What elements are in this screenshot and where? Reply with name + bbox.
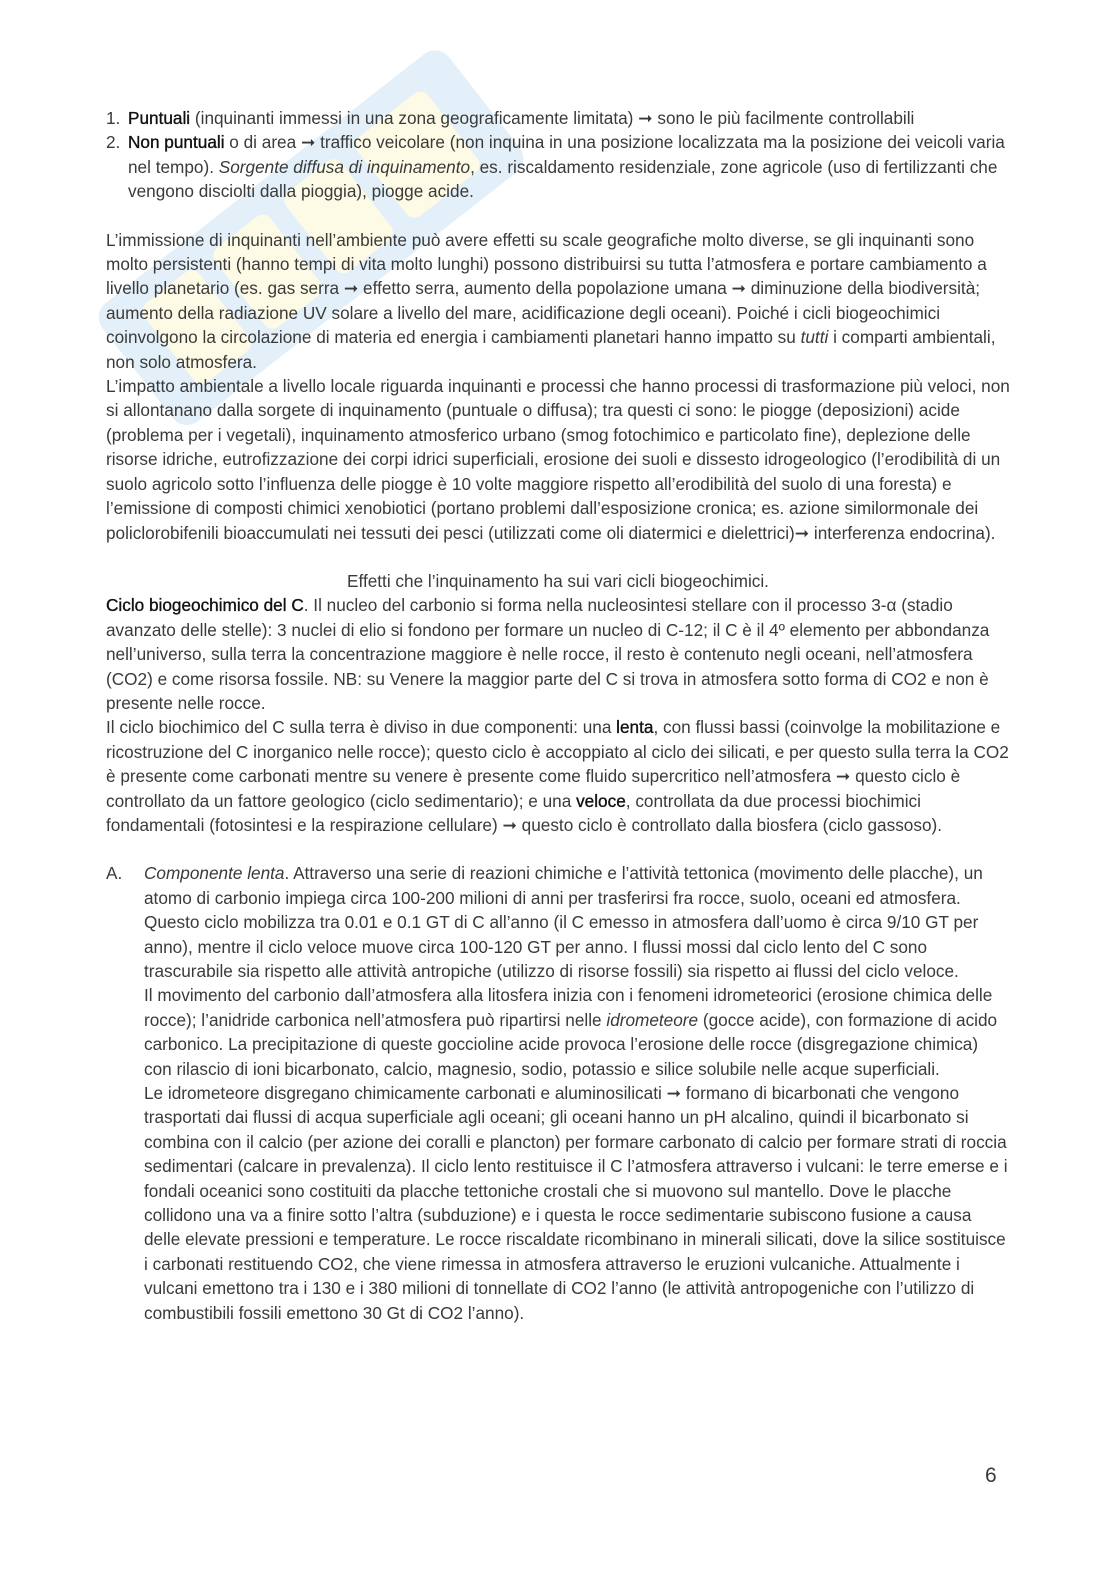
slow-component-volcanoes: Le idrometeore disgregano chimicamente carbonati e aluminosilicati ➞ formano di bicarbonati che vengono trasportati dai flussi di acqua superficiale agli oceani; gli oceani hanno un pH alcalino, quindi il bicarbonato si combina con il calcio (per azione dei coralli e plancton) per formare carbonato di calcio per formare strati di roccia sedimentari (calcare in prevalenza). Il ciclo lento restituisce il C l’atmosfera attraverso i vulcani: le terre emerse e i fondali oceanici sono costituiti da placche tettoniche crostali che si muovono sul mantello. Dove le placche collidono una va a finire sotto l’altra (subduzione) e i questa le rocce sedimentarie subiscono fusione a causa delle elevate pressioni e temperature. Le rocce riscaldate ricombinano in minerali silicati, dove la silice sostituisce i carbonati restituendo CO2, che viene rimessa in atmosfera attraverso le eruzioni vulcaniche. Attualmente i vulcani emettono tra i 130 e i 380 milioni di tonnellate di CO2 l’anno (le attività antropogeniche con l’utilizzo di combustibili fossili emettono 30 Gt di CO2 l’anno). bbox=[144, 1083, 1008, 1323]
pollution-source-list bbox=[106, 106, 1010, 204]
paragraph-italic: tutti bbox=[800, 327, 829, 348]
paragraph-text: L’immissione di inquinanti nell’ambiente può avere effetti su scale geografiche molto diverse, se gli inquinanti sono molto persistenti (hanno tempi di vita molto lunghi) possono distribuirsi su tutta l’atmosfera e portare cambiamento a livello planetario (es. gas serra ➞ effetto serra, aumento della popolazione umana ➞ diminuzione della biodiversità; aumento della radiazione UV solare a livello del mare, acidificazione degli oceani). Poiché i cicli biogeochimici coinvolgono la circolazione di materia ed energia i cambiamenti planetari hanno impatto su bbox=[106, 229, 987, 348]
paragraph-text: , controllata da due processi biochimici fondamentali (fotosintesi e la respirazione cellulare) ➞ questo ciclo è controllato dalla biosfera (ciclo gassoso). bbox=[106, 790, 943, 835]
list-number: 2. bbox=[106, 132, 121, 153]
paragraph-global-effects bbox=[106, 228, 1010, 374]
list-item bbox=[106, 130, 1010, 203]
list-term: Puntuali bbox=[128, 108, 191, 128]
paragraph-local-effects: L’impatto ambientale a livello locale riguarda inquinanti e processi che hanno processi di trasformazione più veloci, non si allontanano dalla sorgete di inquinamento (puntuale o diffusa); tra questi ci sono: le piogge (deposizioni) acide (problema per i vegetali), inquinamento atmosferico urbano (smog fotochimico e particolato fine), deplezione delle risorse idriche, eutrofizzazione dei corpi idrici superficiali, erosione dei suoli e dissesto idrogeologico (l’erodibilità di un suolo agricolo sotto l’influenza delle piogge è 10 volte maggiore rispetto all’erodibilità del suolo di una foresta) e l’emissione di composti chimici xenobiotici (portano problemi dall’esposizione cronica; es. azione similormonale dei policlorobifenili bioaccumulati nei tessuti dei pesci (utilizzati come oli diatermici e dielettrici)➞ interferenza endocrina). bbox=[106, 376, 1010, 543]
list-number: 1. bbox=[106, 108, 121, 128]
paragraph-text: Il movimento del carbonio dall’atmosfera alla litosfera inizia con i fenomeni idrometeorici (erosione chimica delle rocce); l’anidride carbonica nell’atmosfera può ripartirsi nelle bbox=[144, 985, 993, 1030]
term-veloce: veloce bbox=[576, 790, 626, 811]
paragraph-text: Il ciclo biochimico del C sulla terra è diviso in due componenti: una bbox=[106, 717, 617, 738]
slow-component-title: Componente lenta bbox=[144, 863, 285, 884]
paragraph-cycle-components bbox=[106, 715, 1010, 837]
list-text: o di area ➞ traffico veicolare (non inquina in una posizione localizzata ma la posizione dei veicoli varia nel tempo). bbox=[128, 132, 1005, 177]
paragraph-text: (gocce acide), con formazione di acido carbonico. La precipitazione di queste goccioline acide provoca l’erosione delle rocce (disgregazione chimica) con rilascio di ioni bicarbonato, calcio, magnesio, sodio, potassio e silice solubile nelle acque superficiali. bbox=[144, 1009, 998, 1079]
list-text: , es. riscaldamento residenziale, zone agricole (uso di fertilizzanti che vengono disciolti dalla pioggia), piogge acide. bbox=[128, 156, 998, 202]
list-text: (inquinanti immessi in una zona geograficamente limitata) ➞ sono le più facilmente controllabili bbox=[190, 108, 915, 128]
paragraph-text: . Attraverso una serie di reazioni chimiche e l’attività tettonica (movimento delle placche), un atomo di carbonio impiega circa 100-200 milioni di anni per trasferirsi fra rocce, suolo, oceani ed atmosfera. Questo ciclo mobilizza tra 0.01 e 0.1 GT di C all’anno (il C emesso in atmosfera dall’uomo è circa 9/10 GT per anno), mentre il ciclo veloce muove circa 100-120 GT per anno. I flussi mossi dal ciclo lento del C sono trascurabile sia rispetto alle attività antropiche (utilizzo di risorse fossili) sia rispetto ai flussi del ciclo veloce. bbox=[144, 863, 983, 981]
slow-component-erosion bbox=[144, 983, 1010, 1081]
section-heading: Effetti che l’inquinamento ha sui vari cicli biogeochimici. bbox=[347, 570, 769, 591]
document-page bbox=[106, 106, 1010, 1325]
paragraph-italic: idrometeore bbox=[606, 1009, 699, 1030]
list-item-slow-component bbox=[106, 861, 1010, 1325]
list-item bbox=[106, 106, 1010, 130]
list-letter: A. bbox=[106, 863, 123, 884]
paragraph-text: i comparti ambientali, non solo atmosfera. bbox=[106, 327, 996, 372]
component-list bbox=[106, 861, 1010, 1325]
term-lenta: lenta bbox=[616, 717, 654, 738]
slow-component-intro bbox=[144, 861, 1010, 983]
carbon-cycle-term: Ciclo biogeochimico del C bbox=[106, 595, 304, 616]
list-italic: Sorgente diffusa di inquinamento bbox=[218, 156, 471, 177]
page-number: 6 bbox=[985, 1464, 997, 1487]
paragraph-text: , con flussi bassi (coinvolge la mobilitazione e ricostruzione del C inorganico nelle rocce); questo ciclo è accoppiato al ciclo dei silicati, e per questo sulla terra la CO2 è presente come carbonati mentre su venere è presente come fluido supercritico nell’atmosfera ➞ questo ciclo è controllato da un fattore geologico (ciclo sedimentario); e una bbox=[106, 717, 1009, 811]
paragraph-text: . Il nucleo del carbonio si forma nella nucleosintesi stellare con il processo 3-α (stadio avanzato delle stelle): 3 nuclei di elio si fondono per formare un nucleo di C-12; il C è il 4º elemento per abbondanza nell’universo, sulla terra la concentrazione maggiore è nelle rocce, il resto è contenuto negli oceani, nell’atmosfera (CO2) e come risorsa fossile. NB: su Venere la maggior parte del C si trova in atmosfera sotto forma di CO2 e non è presente nelle rocce. bbox=[106, 595, 990, 713]
paragraph-carbon-cycle bbox=[106, 593, 1010, 715]
list-term: Non puntuali bbox=[128, 132, 225, 153]
